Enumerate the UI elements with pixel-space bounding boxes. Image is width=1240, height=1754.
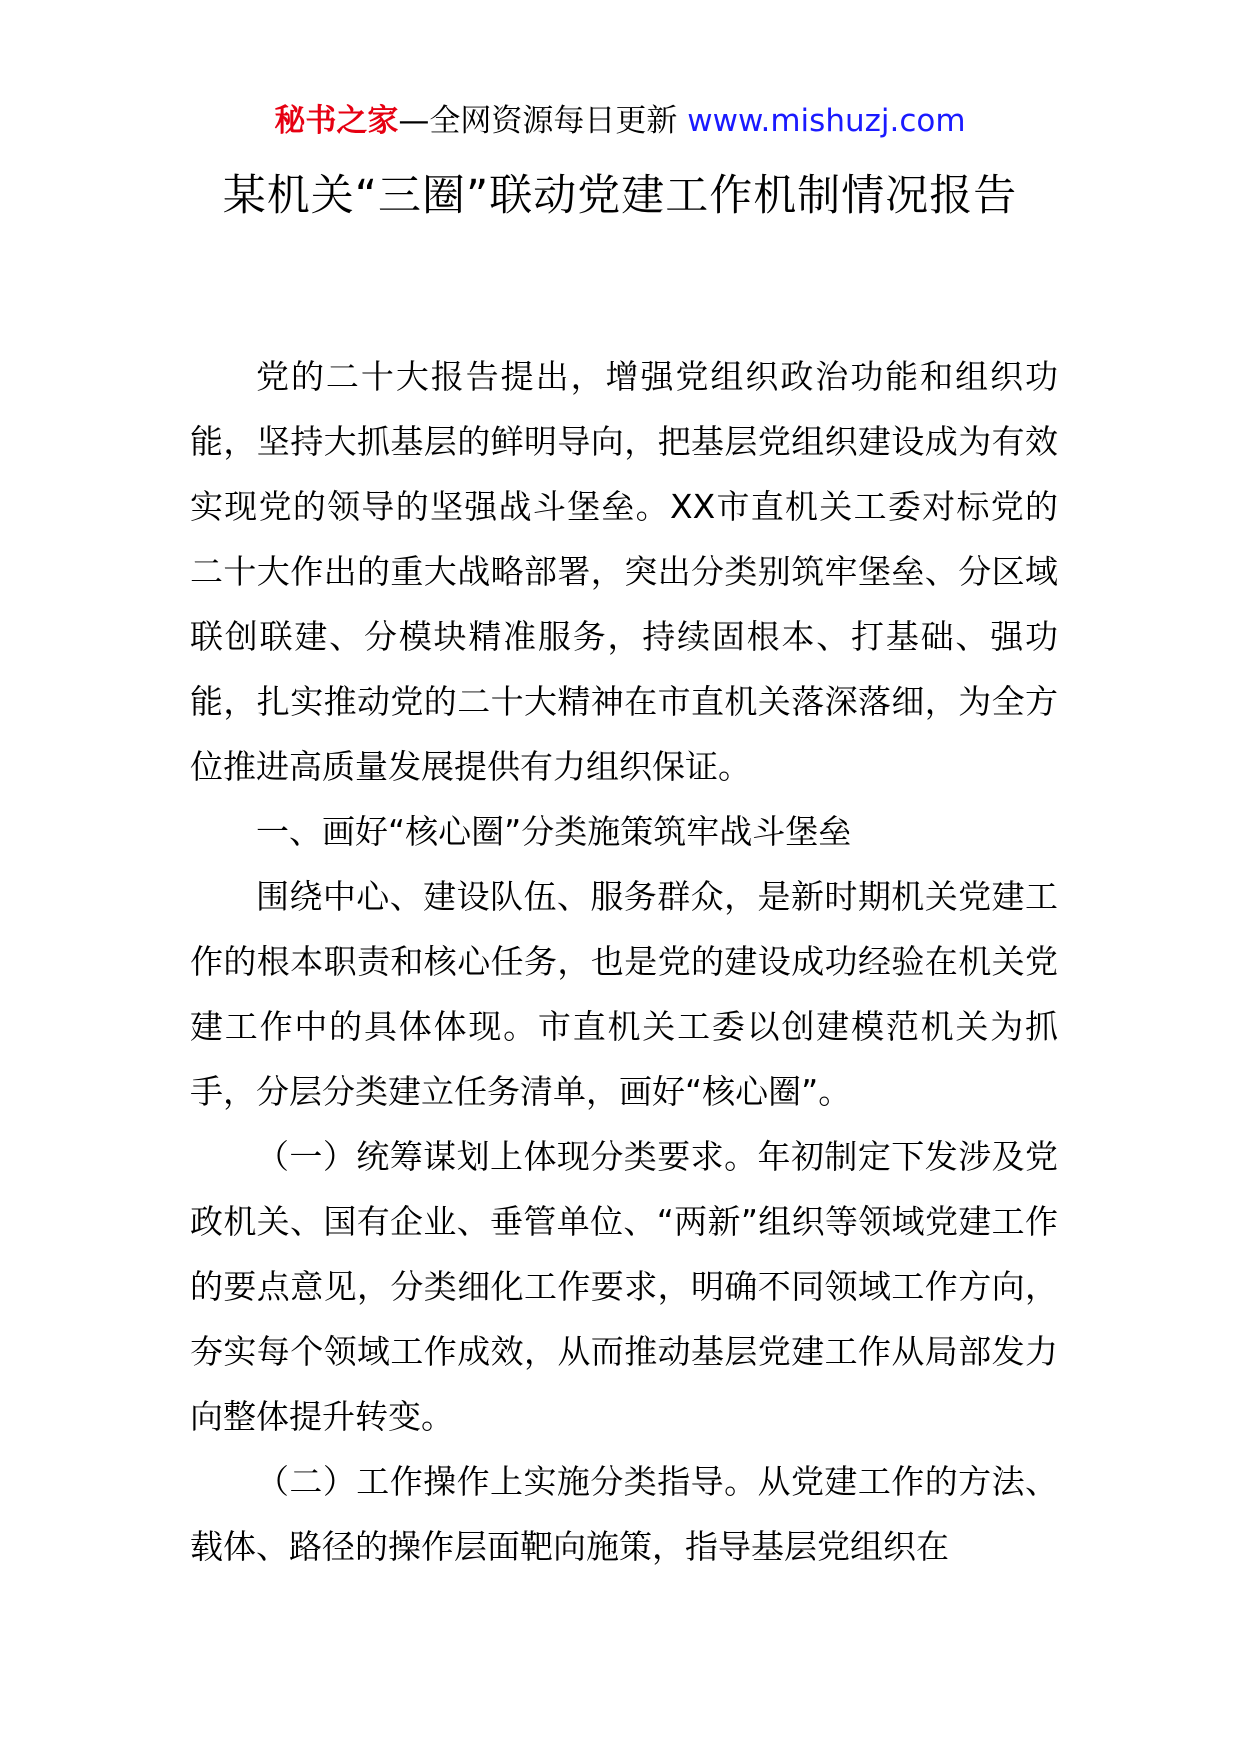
paragraph-section-1: 围绕中心、建设队伍、服务群众，是新时期机关党建工作的根本职责和核心任务，也是党的建设成功经验在机关党建工作中的具体体现。市直机关工委以创建模范机关为抓手，分层分类建立任务清单，画好“核心圈”。 [190, 877, 1058, 1111]
paragraph-item-2: （二）工作操作上实施分类指导。从党建工作的方法、载体、路径的操作层面靶向施策，指导基层党组织在 [190, 1462, 1058, 1566]
paragraph-item-1: （一）统筹谋划上体现分类要求。年初制定下发涉及党政机关、国有企业、垂管单位、“两新”组织等领域党建工作的要点意见，分类细化工作要求，明确不同领域工作方向，夯实每个领域工作成效，从而推动基层党建工作从局部发力向整体提升转变。 [190, 1137, 1058, 1436]
document-title: 某机关“三圈”联动党建工作机制情况报告 [222, 171, 1018, 221]
site-url-link[interactable]: www.mishuzj.com [687, 103, 966, 139]
site-header [0, 98, 1240, 144]
site-tagline: —全网资源每日更新 [398, 103, 688, 139]
paragraph-intro: 党的二十大报告提出，增强党组织政治功能和组织功能，坚持大抓基层的鲜明导向，把基层党组织建设成为有效实现党的领导的坚强战斗堡垒。XX市直机关工委对标党的二十大作出的重大战略部署，突出分类别筑牢堡垒、分区域联创联建、分模块精准服务，持续固根本、打基础、强功能，扎实推动党的二十大精神在市直机关落深落细，为全方位推进高质量发展提供有力组织保证。 [190, 357, 1058, 786]
site-brand: 秘书之家 [274, 103, 399, 139]
document-body [190, 344, 1058, 1579]
section-heading-1: 一、画好“核心圈”分类施策筑牢战斗堡垒 [256, 812, 852, 851]
